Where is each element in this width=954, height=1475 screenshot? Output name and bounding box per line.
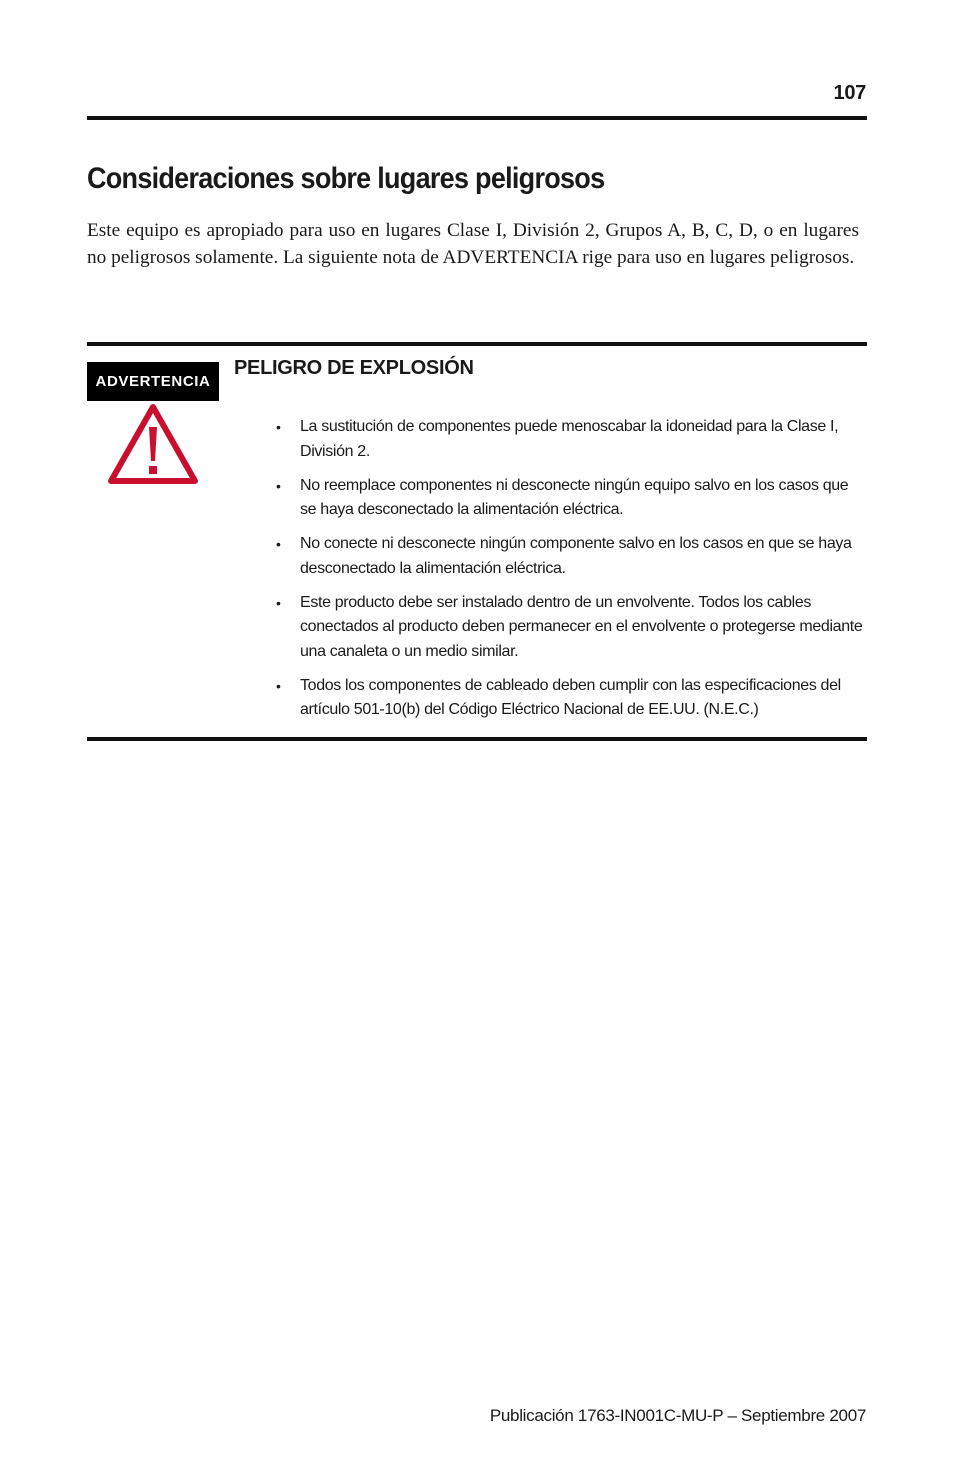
bullet-item <box>276 474 866 523</box>
bullet-icon: • <box>276 536 281 552</box>
bullet-item <box>276 591 866 665</box>
warning-bottom-rule <box>87 737 867 741</box>
bullet-text: Todos los componentes de cableado deben cumplir con las especificaciones del artículo 501-10(b) del Código Eléctrico Nacional de EE.UU. (N.E.C.) <box>300 676 841 718</box>
warning-top-rule <box>87 342 867 346</box>
warning-heading: PELIGRO DE EXPLOSIÓN <box>234 357 474 379</box>
bullet-icon: • <box>276 419 281 435</box>
page-title: Consideraciones sobre lugares peligrosos <box>87 162 605 195</box>
bullet-icon: • <box>276 477 281 494</box>
warning-triangle-icon <box>107 403 199 485</box>
warning-label: ADVERTENCIA <box>87 362 219 401</box>
bullet-item <box>276 674 866 723</box>
bullet-icon: • <box>276 677 281 694</box>
warning-bullet-list <box>276 415 866 732</box>
bullet-text: Este producto debe ser instalado dentro de un envolvente. Todos los cables conectados al producto deben permanecer en el envolvente o protegerse mediante una canaleta o un medio similar. <box>300 593 863 660</box>
publication-footer: Publicación 1763-IN001C-MU-P – Septiembre 2007 <box>489 1406 866 1425</box>
intro-paragraph: Este equipo es apropiado para uso en lugares Clase I, División 2, Grupos A, B, C, D, o en lugares no peligrosos solamente. La siguiente nota de ADVERTENCIA rige para uso en lugares peligrosos. <box>87 220 859 268</box>
bullet-text: No conecte ni desconecte ningún componente salvo en los casos en que se haya desconectado la alimentación eléctrica. <box>300 535 852 577</box>
header-rule <box>87 116 867 120</box>
bullet-icon: • <box>276 594 281 611</box>
bullet-item <box>276 415 866 464</box>
bullet-text: La sustitución de componentes puede menoscabar la idoneidad para la Clase I, División 2. <box>300 418 839 460</box>
bullet-item <box>276 532 866 581</box>
bullet-text: No reemplace componentes ni desconecte ningún equipo salvo en los casos que se haya desconectado la alimentación eléctrica. <box>300 476 849 518</box>
page-number: 107 <box>833 82 866 104</box>
